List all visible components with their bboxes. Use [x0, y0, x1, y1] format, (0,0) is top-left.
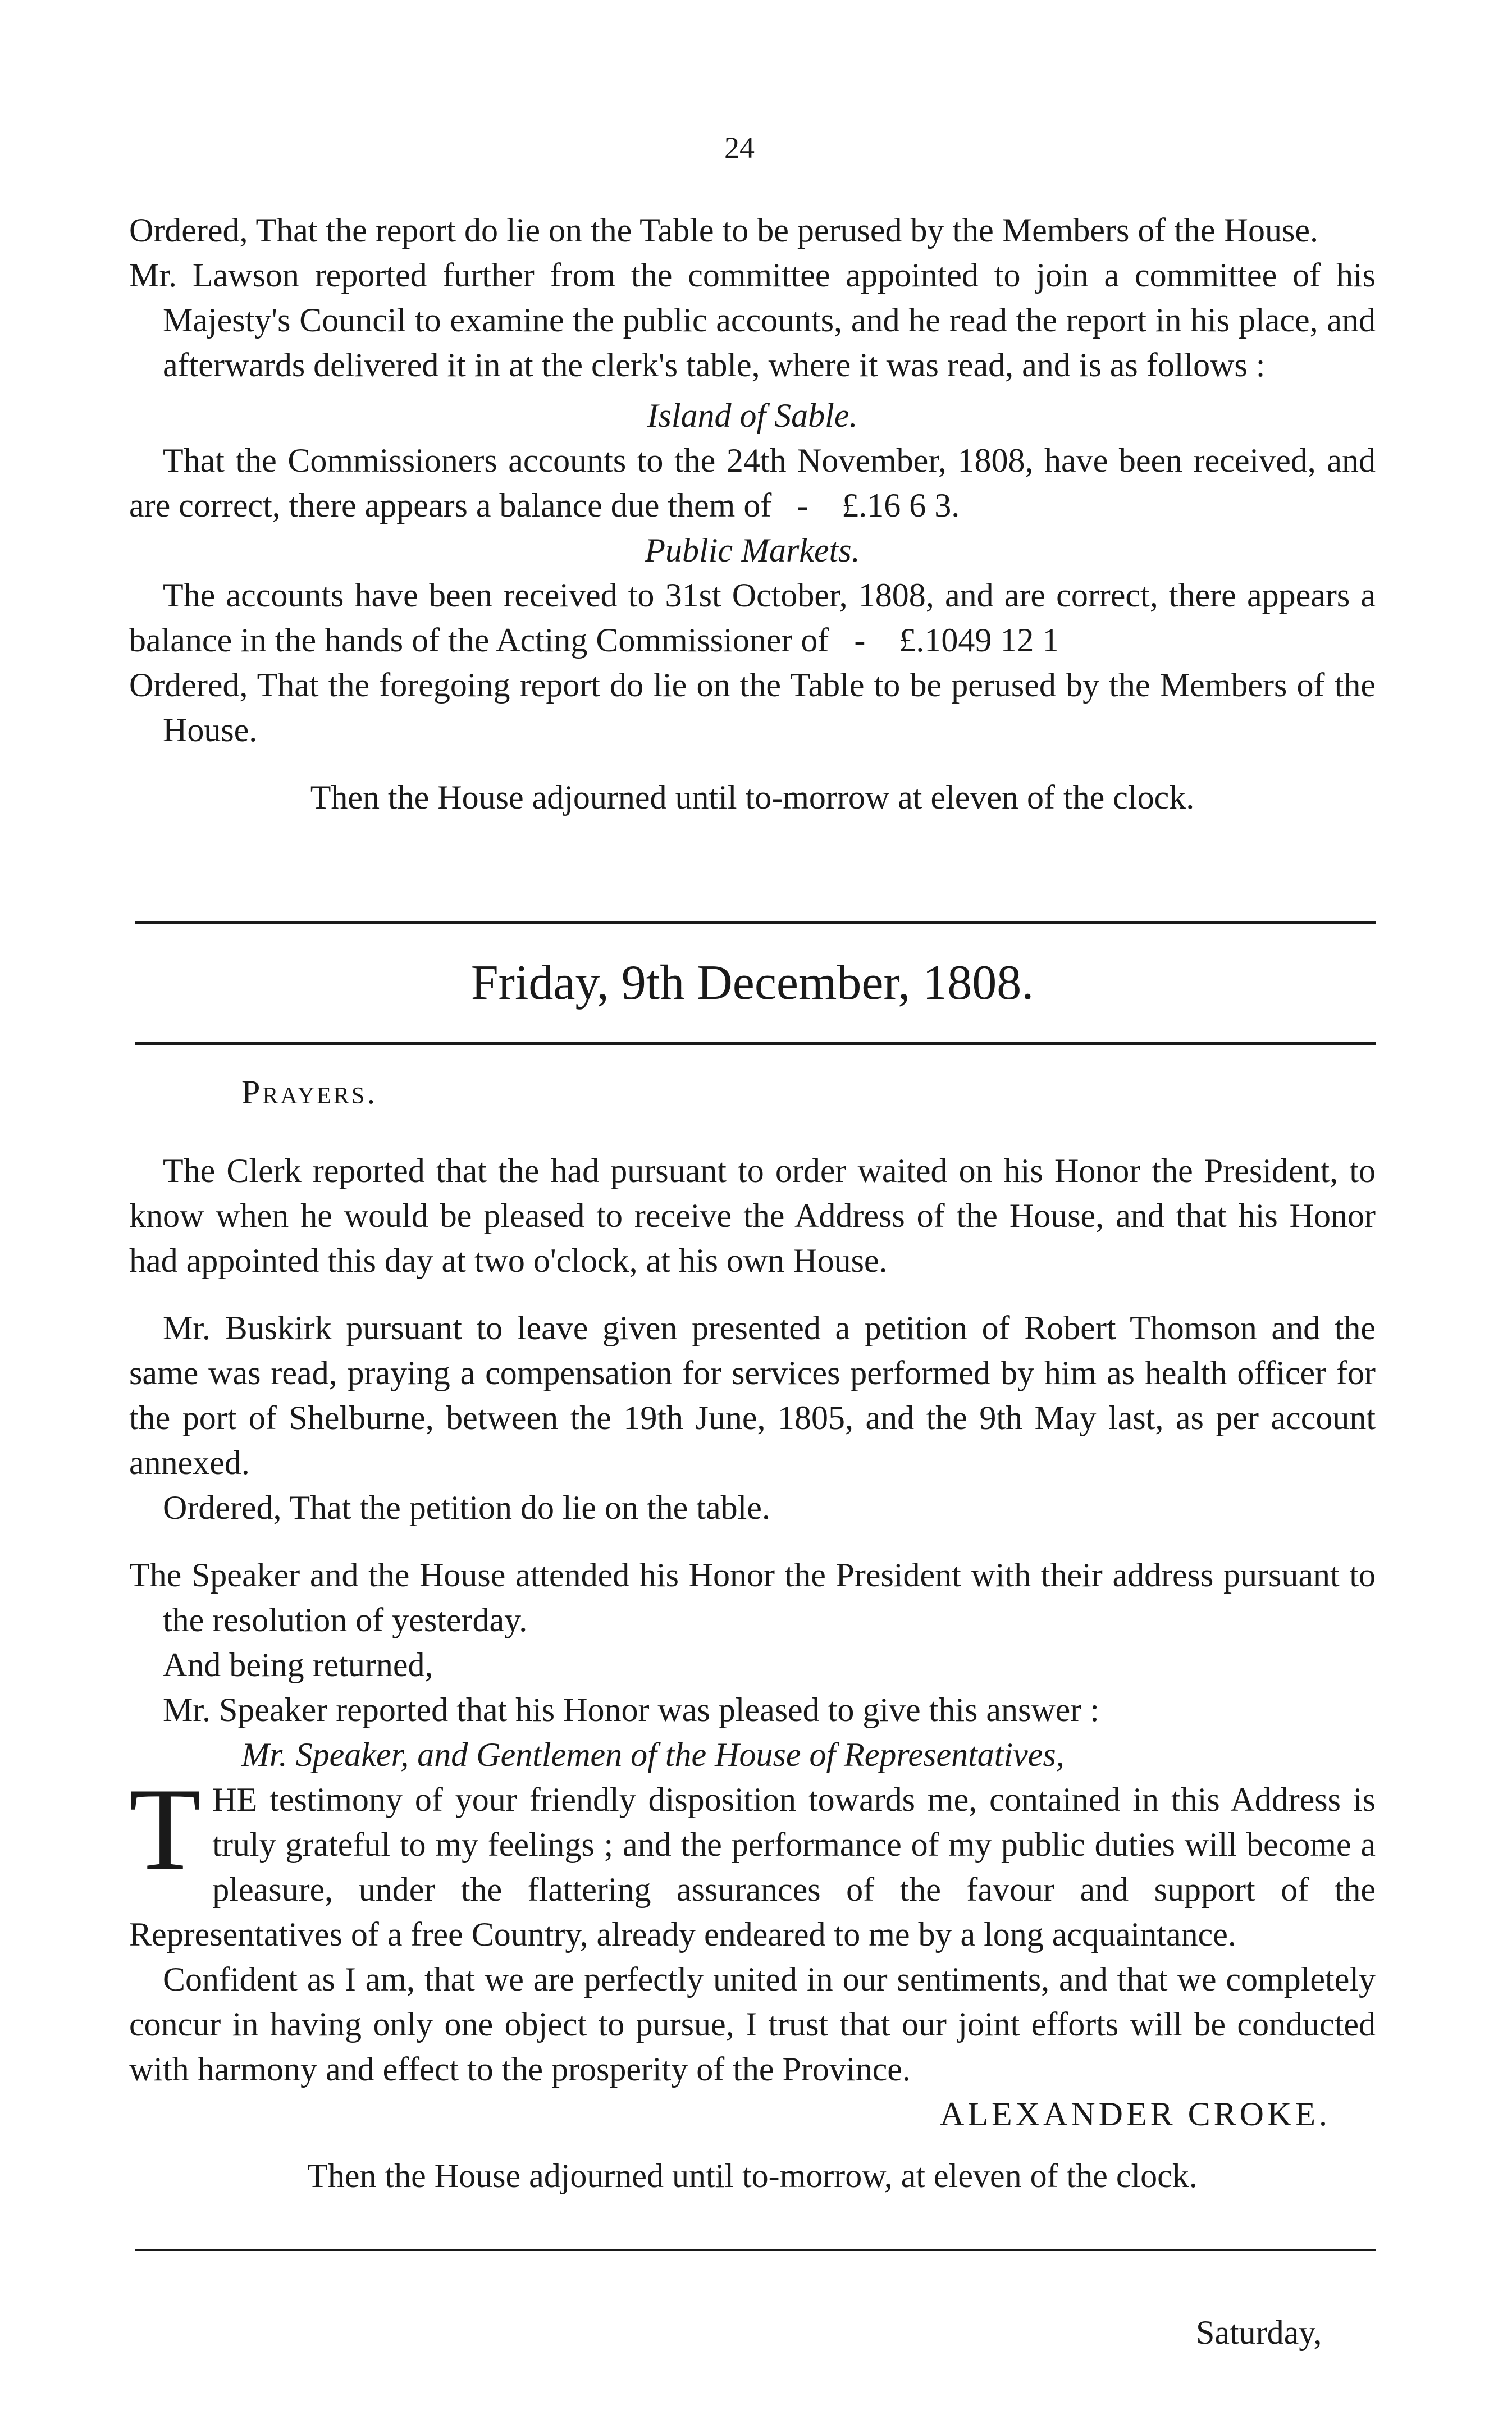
ordered-foregoing-paragraph: Ordered, That the foregoing report do lie on the Table to be perused by the Members of the House. — [129, 667, 1376, 748]
speaker-reported-line: Mr. Speaker reported that his Honor was pleased to give this answer : — [163, 1691, 1099, 1728]
footer-rule — [135, 2249, 1376, 2251]
clerk-report-paragraph: The Clerk reported that the had pursuant to order waited on his Honor the President, to know when he would be pleased to receive the Address of the House, and that his Honor had appointed this day at two o'clock, at his own House. — [129, 1152, 1376, 1279]
prayers-label: Prayers. — [241, 1074, 378, 1111]
drop-cap: T — [129, 1764, 202, 1895]
markets-account-paragraph: The accounts have been received to 31st October, 1808, and are correct, there appears a balance in the hands of the Acting Commissioner of - £.1049 12 1 — [129, 577, 1376, 659]
previous-day-section — [129, 208, 1376, 820]
answer-first-text: HE testimony of your friendly disposition towards me, contained in this Address is truly grateful to my feelings ; and the performance of my public duties will become a pleasure, under the flattering assurances of the favour and support of the Representatives of a free Country, already endeared to me by a long acquaintance. — [129, 1781, 1376, 1953]
ordered-report-paragraph: Ordered, That the report do lie on the Table to be perused by the Members of the House. — [129, 212, 1318, 249]
day-heading: Friday, 9th December, 1808. — [470, 956, 1034, 1010]
markets-account-text: The accounts have been received to 31st October, 1808, and are correct, there appears a balance in the hands of the Acting Commissioner of — [129, 577, 1376, 659]
answer-second-paragraph: Confident as I am, that we are perfectly united in our sentiments, and that we completely concur in having only one object to pursue, I trust that our joint efforts will be conducted with harmony and effect to the prosperity of the Province. — [129, 1961, 1376, 2088]
being-returned-line: And being returned, — [163, 1646, 433, 1683]
sable-balance-amount: £.16 6 3. — [842, 487, 960, 524]
markets-balance-amount: £.1049 12 1 — [899, 622, 1059, 659]
sable-heading: Island of Sable. — [647, 397, 858, 434]
petition-paragraph: Mr. Buskirk pursuant to leave given presented a petition of Robert Thomson and the same was read, praying a compensation for services performed by him as health officer for the port of Shelburne, between the 19th June, 1805, and the 9th May last, as per account annexed. — [129, 1309, 1376, 1481]
ordered-petition-paragraph: Ordered, That the petition do lie on the table. — [163, 1489, 770, 1526]
sable-account-paragraph: That the Commissioners accounts to the 24th November, 1808, have been received, and are correct, there appears a balance due them of - £.16 6 3. — [129, 442, 1376, 524]
catchword: Saturday, — [1196, 2314, 1322, 2351]
adjourned-line: Then the House adjourned until to-morrow at eleven of the clock. — [310, 779, 1195, 816]
section-rule-top — [135, 921, 1376, 924]
speaker-attended-paragraph: The Speaker and the House attended his Honor the President with their address pursuant to the resolution of yesterday. — [129, 1556, 1376, 1638]
friday-proceedings — [129, 1070, 1376, 2198]
final-adjourned-line: Then the House adjourned until to-morrow, at eleven of the clock. — [307, 2157, 1198, 2194]
markets-heading: Public Markets. — [645, 532, 860, 569]
answer-first-paragraph — [129, 1764, 1376, 1957]
page-number: 24 — [724, 131, 755, 165]
sable-account-text: That the Commissioners accounts to the 24th November, 1808, have been received, and are correct, there appears a balance due them of — [129, 442, 1376, 524]
lawson-report-paragraph: Mr. Lawson reported further from the committee appointed to join a committee of his Majesty's Council to examine the public accounts, and he read the report in his place, and afterwards delivered it in at the clerk's table, where it was read, and is as follows : — [129, 257, 1376, 384]
answer-salutation: Mr. Speaker, and Gentlemen of the House of Representatives, — [241, 1736, 1065, 1773]
signature: ALEXANDER CROKE. — [940, 2096, 1331, 2133]
section-rule-bottom — [135, 1042, 1376, 1045]
